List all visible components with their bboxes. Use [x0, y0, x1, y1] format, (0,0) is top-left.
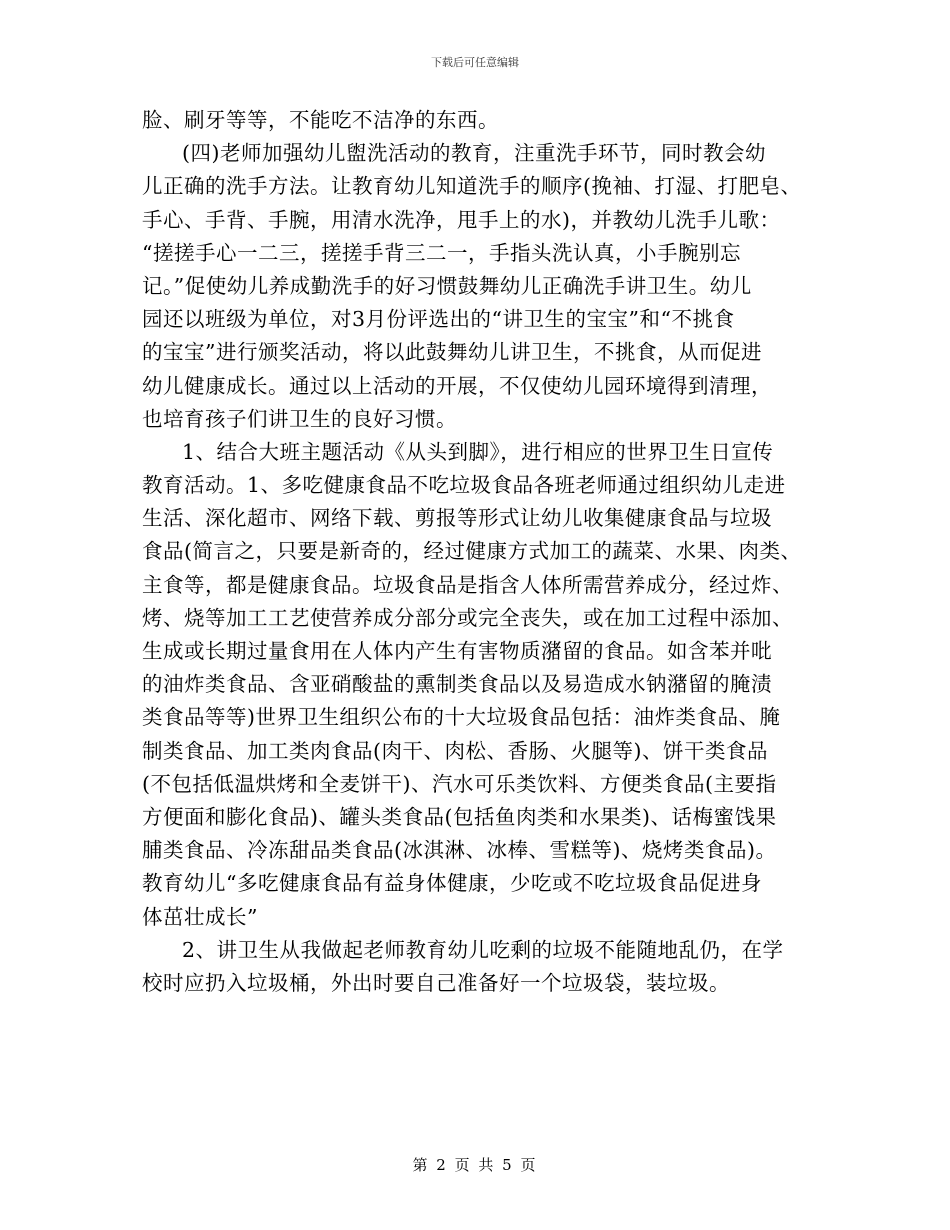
page-header: 下载后可任意编辑	[431, 56, 519, 69]
text-line: 2、讲卫生从我做起老师教育幼儿吃剩的垃圾不能随地乱仍，在学	[182, 937, 784, 962]
text-line: 体茁壮成长”	[142, 904, 258, 929]
text-line: 主食等，都是健康食品。垃圾食品是指含人体所需营养成分，经过炸、	[142, 572, 793, 597]
text-line: (不包括低温烘烤和全麦饼干)、汽水可乐类饮料、方便类食品(主要指	[142, 771, 777, 796]
text-line: 儿正确的洗手方法。让教育幼儿知道洗手的顺序(挽袖、打湿、打肥皂、	[142, 174, 802, 199]
text-line: 制类食品、加工类肉食品(肉干、肉松、香肠、火腿等)、饼干类食品	[142, 738, 768, 763]
text-line: 教育幼儿“多吃健康食品有益身体健康，少吃或不吃垃圾食品促进身	[142, 871, 762, 896]
text-line: 脸、刷牙等等，不能吃不洁净的东西。	[142, 108, 499, 132]
text-line: 生成或长期过量食用在人体内产生有害物质潴留的食品。如含苯并吡	[142, 639, 772, 663]
text-line: 也培育孩子们讲卫生的良好习惯。	[142, 406, 457, 431]
text-line: 1、结合大班主题活动《从头到脚》，进行相应的世界卫生日宣传	[182, 439, 774, 464]
text-line: 烤、烧等加工工艺使营养成分部分或完全丧失，或在加工过程中添加、	[142, 605, 793, 630]
text-line: 校时应扔入垃圾桶，外出时要自己准备好一个垃圾袋，装垃圾。	[142, 970, 730, 995]
text-line: 园还以班级为单位，对3月份评选出的“讲卫生的宝宝”和“不挑食	[142, 307, 735, 332]
text-line: 类食品等等)世界卫生组织公布的十大垃圾食品包括：油炸类食品、腌	[142, 705, 781, 730]
text-line: 教育活动。1、多吃健康食品不吃垃圾食品各班老师通过组织幼儿走进	[142, 473, 786, 498]
text-line: 方便面和膨化食品)、罐头类食品(包括鱼肉类和水果类)、话梅蜜饯果	[142, 804, 777, 829]
page-footer: 第 2 页 共 5 页	[412, 1156, 538, 1174]
text-line: 食品(简言之，只要是新奇的，经过健康方式加工的蔬菜、水果、肉类、	[142, 539, 802, 564]
text-line: 记。”促使幼儿养成勤洗手的好习惯鼓舞幼儿正确洗手讲卫生。幼儿	[142, 273, 752, 298]
text-line: 脯类食品、冷冻甜品类食品(冰淇淋、冰棒、雪糕等)、烧烤类食品)。	[142, 838, 777, 863]
text-line: (四)老师加强幼儿盥洗活动的教育，注重洗手环节，同时教会幼	[182, 141, 766, 166]
text-line: 手心、手背、手腕，用清水洗净，甩手上的水)，并教幼儿洗手儿歌：	[142, 207, 781, 232]
text-line: 的宝宝”进行颁奖活动，将以此鼓舞幼儿讲卫生，不挑食，从而促进	[142, 340, 762, 365]
document-body	[142, 104, 822, 1000]
text-line: “搓搓手心一二三，搓搓手背三二一，手指头洗认真，小手腕别忘	[142, 240, 741, 265]
text-line: 生活、深化超市、网络下载、剪报等形式让幼儿收集健康食品与垃圾	[142, 506, 772, 531]
text-line: 的油炸类食品、含亚硝酸盐的熏制类食品以及易造成水钠潴留的腌渍	[142, 672, 772, 697]
text-line: 幼儿健康成长。通过以上活动的开展，不仅使幼儿园环境得到清理，	[142, 373, 772, 398]
